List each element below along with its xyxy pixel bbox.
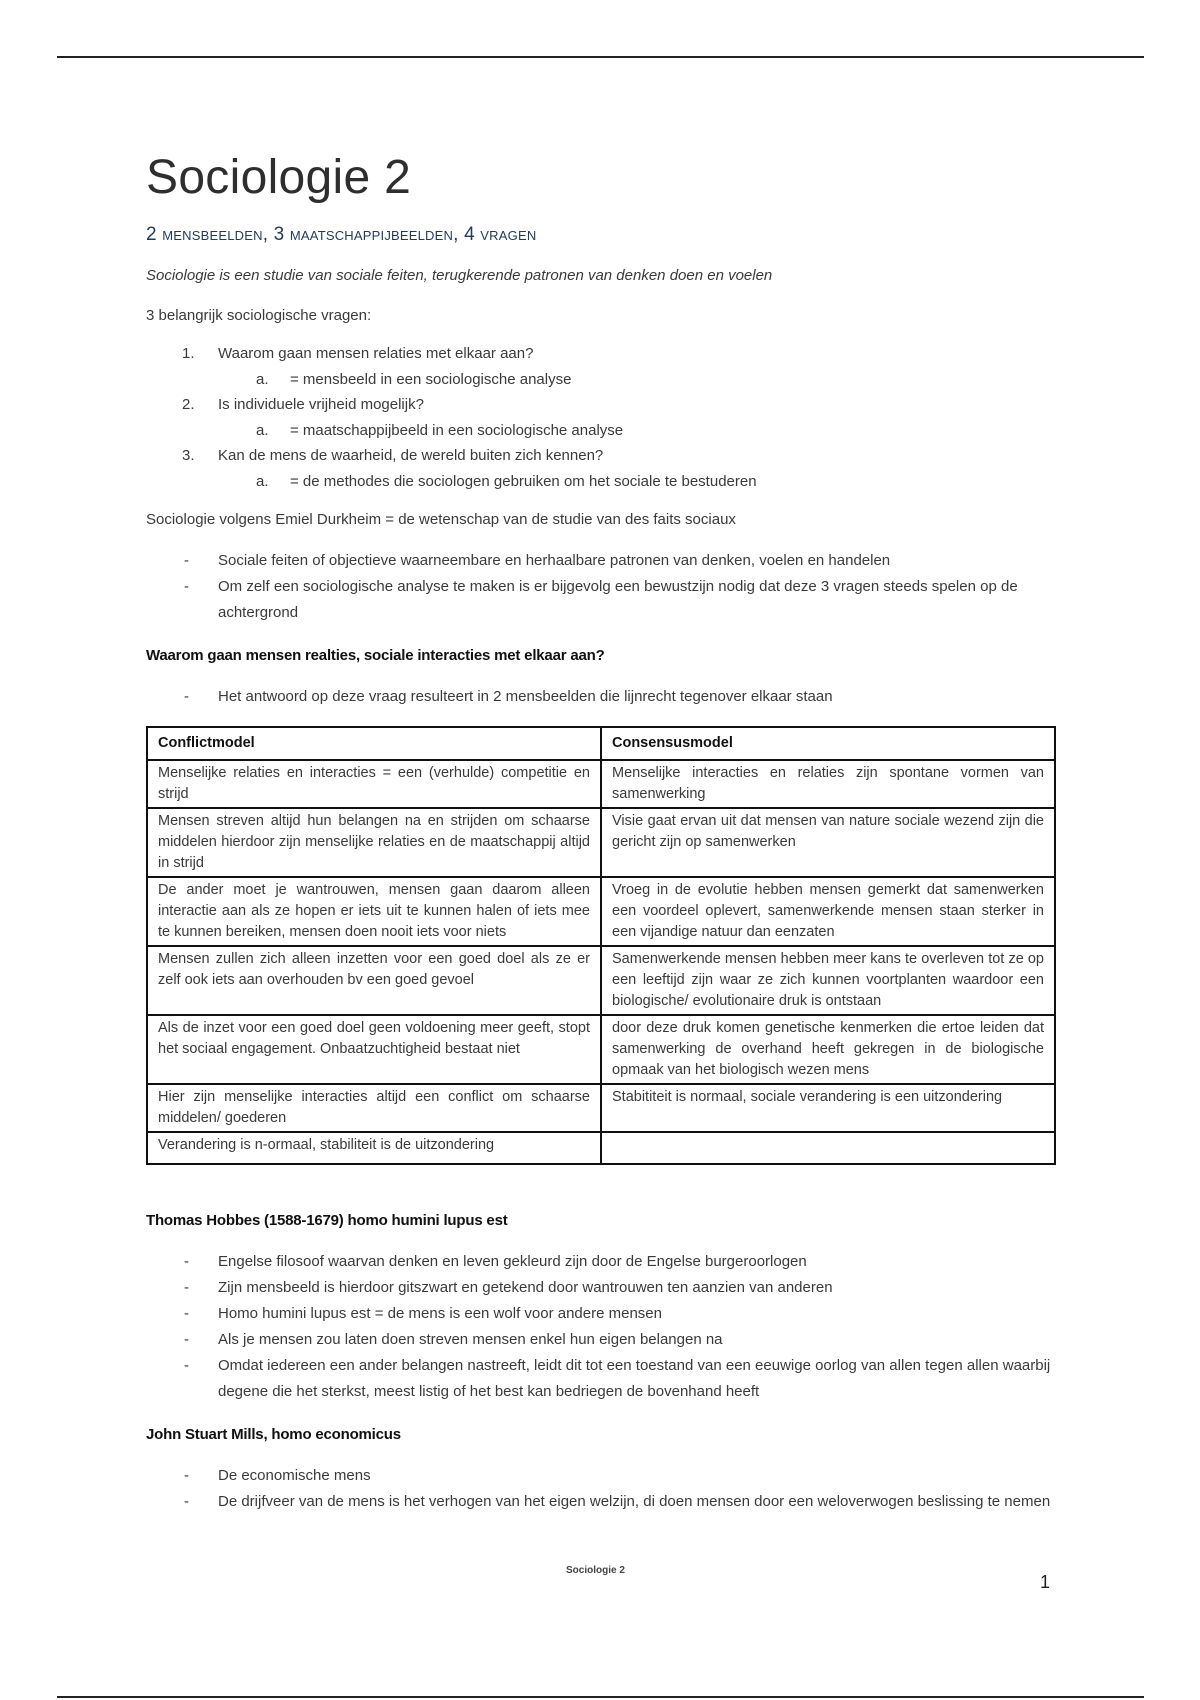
table-cell: Hier zijn menselijke interacties altijd een conflict om schaarse middelen/ goederen	[147, 1084, 601, 1132]
list-item	[146, 446, 1056, 492]
bottom-rule	[57, 1696, 1144, 1698]
bullet-text: Het antwoord op deze vraag resulteert in 2 mensbeelden die lijnrecht tegenover elkaar staan	[218, 688, 833, 705]
footer-title: Sociologie 2	[566, 1565, 625, 1576]
list-item	[146, 1353, 1056, 1405]
table-cell: Als de inzet voor een goed doel geen voldoening meer geeft, stopt het sociaal engagement. Onbaatzuchtigheid bestaat niet	[147, 1015, 601, 1084]
document-page	[146, 150, 1056, 1515]
table-cell: Verandering is n-ormaal, stabiliteit is de uitzondering	[147, 1132, 601, 1164]
list-number: 2.	[182, 396, 195, 413]
sub-letter: a.	[256, 422, 269, 439]
sub-item	[146, 472, 1056, 492]
bullet-text: Als je mensen zou laten doen streven mensen enkel hun eigen belangen na	[218, 1331, 723, 1348]
dash-marker: -	[184, 552, 189, 569]
table-cell: Mensen zullen zich alleen inzetten voor een goed doel als ze er zelf ook iets aan overhouden bv een goed gevoel	[147, 946, 601, 1015]
sub-letter: a.	[256, 473, 269, 490]
table-cell: De ander moet je wantrouwen, mensen gaan daarom alleen interactie aan als ze hopen er iets uit te kunnen halen of iets mee te kunnen bereiken, mensen doen nooit iets voor niets	[147, 877, 601, 946]
table-cell-empty	[601, 1132, 1055, 1164]
list-item	[146, 1489, 1056, 1515]
top-rule	[57, 56, 1144, 58]
list-number: 1.	[182, 345, 195, 362]
table-row	[147, 808, 1055, 877]
mills-bullets	[146, 1463, 1056, 1515]
dash-marker: -	[184, 1357, 189, 1374]
bullet-text: De economische mens	[218, 1467, 371, 1484]
table-row	[147, 1084, 1055, 1132]
table-row	[147, 760, 1055, 808]
list-item	[146, 684, 1056, 710]
bullet-text: Homo humini lupus est = de mens is een wolf voor andere mensen	[218, 1305, 662, 1322]
list-item	[146, 1275, 1056, 1301]
table-cell: door deze druk komen genetische kenmerken die ertoe leiden dat samenwerking de overhand heeft gekregen in de biologische opmaak van het biologisch wezen mens	[601, 1015, 1055, 1084]
table-cell: Vroeg in de evolutie hebben mensen gemerkt dat samenwerken een voordeel oplevert, samenwerkende mensen staan sterker in een vijandige natuur dan eenzaten	[601, 877, 1055, 946]
document-title: Sociologie 2	[146, 151, 412, 204]
table-row	[147, 946, 1055, 1015]
bullet-text: De drijfveer van de mens is het verhogen van het eigen welzijn, di doen mensen door een weloverwogen beslissing te nemen	[218, 1493, 1051, 1510]
table-cell: Mensen streven altijd hun belangen na en strijden om schaarse middelen hierdoor zijn menselijke relaties en de maatschappij altijd in strijd	[147, 808, 601, 877]
section-heading-mills: John Stuart Mills, homo economicus	[146, 1426, 401, 1443]
sub-item	[146, 370, 1056, 390]
sub-letter: a.	[256, 371, 269, 388]
durkheim-definition: Sociologie volgens Emiel Durkheim = de wetenschap van de studie van des faits sociaux	[146, 511, 736, 528]
list-item	[146, 395, 1056, 441]
list-item	[146, 574, 1056, 626]
lead-definition: Sociologie is een studie van sociale feiten, terugkerende patronen van denken doen en voelen	[146, 267, 773, 284]
column-header-conflict: Conflictmodel	[147, 727, 601, 760]
bullet-text: Omdat iedereen een ander belangen nastreeft, leidt dit tot een toestand van een eeuwige oorlog van allen tegen allen waarbij degene die het sterkst, meest listig of het best kan bedriegen de bovenhand heeft	[218, 1357, 1051, 1400]
table-row	[147, 1132, 1055, 1164]
question-text: Is individuele vrijheid mogelijk?	[218, 396, 424, 413]
sub-text: = maatschappijbeeld in een sociologische analyse	[290, 422, 624, 439]
sub-item	[146, 421, 1056, 441]
section-heading-hobbes: Thomas Hobbes (1588-1679) homo humini lupus est	[146, 1212, 508, 1229]
bullet-text: Engelse filosoof waarvan denken en leven gekleurd zijn door de Engelse burgeroorlogen	[218, 1253, 807, 1270]
list-item	[146, 1249, 1056, 1275]
dash-marker: -	[184, 1305, 189, 1322]
list-number: 3.	[182, 447, 195, 464]
list-item	[146, 1327, 1056, 1353]
document-subtitle: 2 mensbeelden, 3 maatschappijbeelden, 4 vragen	[146, 224, 537, 245]
column-header-consensus: Consensusmodel	[601, 727, 1055, 760]
table-row	[147, 1015, 1055, 1084]
dash-marker: -	[184, 1253, 189, 1270]
table-cell: Visie gaat ervan uit dat mensen van nature sociale wezend zijn die gericht zijn op samenwerken	[601, 808, 1055, 877]
section1-bullets	[146, 684, 1056, 710]
questions-intro: 3 belangrijk sociologische vragen:	[146, 307, 372, 324]
dash-marker: -	[184, 1493, 189, 1510]
bullet-text: Sociale feiten of objectieve waarneembare en herhaalbare patronen van denken, voelen en handelen	[218, 552, 891, 569]
page-number: 1	[1040, 1572, 1051, 1592]
section-heading-relations: Waarom gaan mensen realties, sociale interacties met elkaar aan?	[146, 647, 605, 664]
bullet-text: Om zelf een sociologische analyse te maken is er bijgevolg een bewustzijn nodig dat deze 3 vragen steeds spelen op de achtergrond	[218, 578, 1018, 621]
dash-marker: -	[184, 578, 189, 595]
models-table	[146, 726, 1056, 1165]
sub-text: = de methodes die sociologen gebruiken om het sociale te bestuderen	[290, 473, 757, 490]
table-row	[147, 877, 1055, 946]
list-item	[146, 1301, 1056, 1327]
question-text: Kan de mens de waarheid, de wereld buiten zich kennen?	[218, 447, 604, 464]
table-cell: Samenwerkende mensen hebben meer kans te overleven tot ze op een leeftijd zijn waar ze zich kunnen voortplanten waardoor een biologische/ evolutionaire druk is ontstaan	[601, 946, 1055, 1015]
dash-marker: -	[184, 1331, 189, 1348]
table-cell: Stabititeit is normaal, sociale verandering is een uitzondering	[601, 1084, 1055, 1132]
dash-marker: -	[184, 1467, 189, 1484]
table-header-row	[147, 727, 1055, 760]
bullet-text: Zijn mensbeeld is hierdoor gitszwart en getekend door wantrouwen ten aanzien van anderen	[218, 1279, 833, 1296]
questions-list	[146, 344, 1056, 492]
question-text: Waarom gaan mensen relaties met elkaar aan?	[218, 345, 534, 362]
dash-marker: -	[184, 1279, 189, 1296]
list-item	[146, 344, 1056, 390]
hobbes-bullets	[146, 1249, 1056, 1405]
table-cell: Menselijke interacties en relaties zijn spontane vormen van samenwerking	[601, 760, 1055, 808]
table-cell: Menselijke relaties en interacties = een (verhulde) competitie en strijd	[147, 760, 601, 808]
durkheim-bullets	[146, 548, 1056, 626]
list-item	[146, 548, 1056, 574]
list-item	[146, 1463, 1056, 1489]
dash-marker: -	[184, 688, 189, 705]
sub-text: = mensbeeld in een sociologische analyse	[290, 371, 572, 388]
